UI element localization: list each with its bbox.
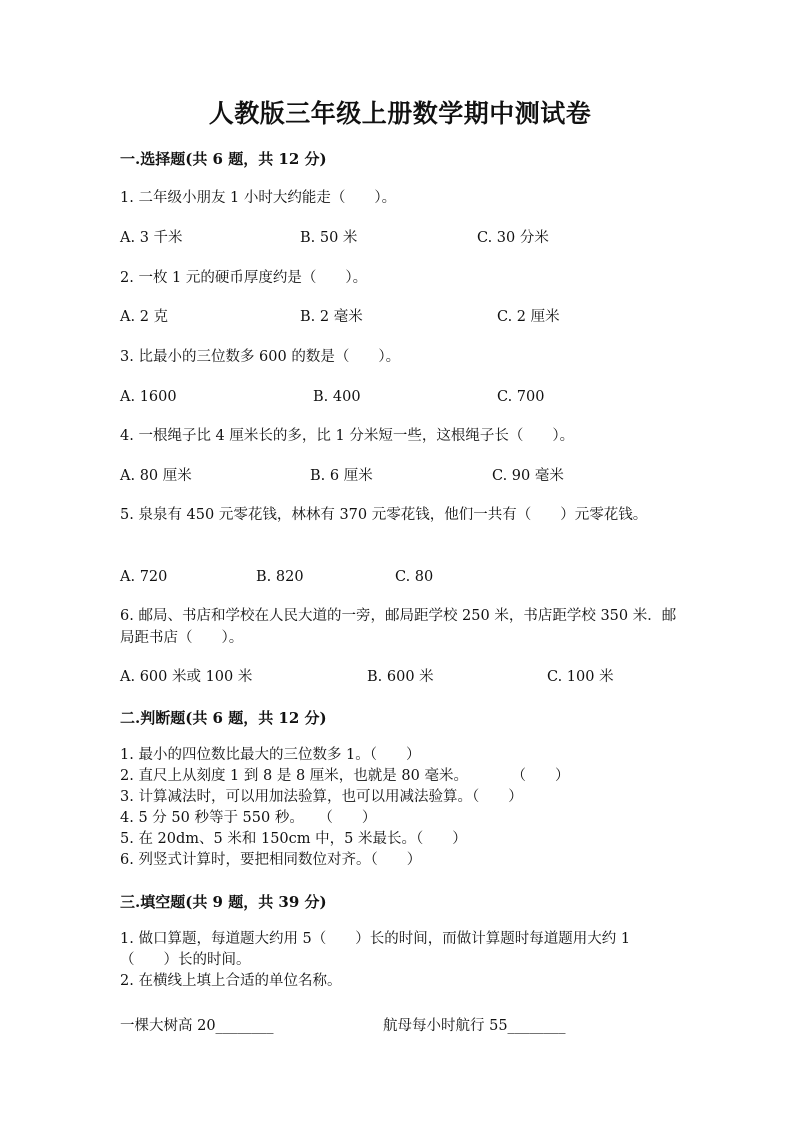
option-2c: C. 2 厘米 bbox=[497, 309, 560, 325]
option-6a: A. 600 米或 100 米 bbox=[120, 669, 253, 685]
option-1b: B. 50 米 bbox=[300, 230, 358, 246]
section-heading-fill: 三.填空题(共 9 题，共 39 分) bbox=[120, 893, 327, 911]
question-3: 3. 比最小的三位数多 600 的数是（ ）。 bbox=[120, 349, 401, 365]
option-5b: B. 820 bbox=[256, 569, 304, 585]
option-4b: B. 6 厘米 bbox=[310, 468, 373, 484]
judge-item-2: 2. 直尺上从刻度 1 到 8 是 8 厘米，也就是 80 毫米。 （ ） bbox=[120, 768, 570, 784]
option-4c: C. 90 毫米 bbox=[492, 468, 564, 484]
option-3c: C. 700 bbox=[497, 389, 545, 405]
page-title: 人教版三年级上册数学期中测试卷 bbox=[208, 99, 592, 128]
option-2a: A. 2 克 bbox=[120, 309, 169, 325]
question-5: 5. 泉泉有 450 元零花钱，林林有 370 元零花钱，他们一共有（ ）元零花钱。 bbox=[120, 507, 648, 523]
option-1a: A. 3 千米 bbox=[120, 230, 183, 246]
section-heading-choice: 一.选择题(共 6 题，共 12 分) bbox=[120, 150, 327, 168]
judge-item-4: 4. 5 分 50 秒等于 550 秒。 （ ） bbox=[120, 810, 377, 826]
option-6b: B. 600 米 bbox=[367, 669, 434, 685]
question-1: 1. 二年级小朋友 1 小时大约能走（ ）。 bbox=[120, 190, 397, 206]
judge-item-1: 1. 最小的四位数比最大的三位数多 1。（ ） bbox=[120, 747, 421, 763]
option-4a: A. 80 厘米 bbox=[120, 468, 192, 484]
option-2b: B. 2 毫米 bbox=[300, 309, 363, 325]
judge-item-3: 3. 计算减法时，可以用加法验算，也可以用减法验算。（ ） bbox=[120, 789, 523, 805]
fill-question-1: 1. 做口算题，每道题大约用 5（ ）长的时间，而做计算题时每道题用大约 1（ ）长的时间。 bbox=[120, 931, 631, 968]
question-2: 2. 一枚 1 元的硬币厚度约是（ ）。 bbox=[120, 270, 368, 286]
option-5a: A. 720 bbox=[120, 569, 168, 585]
fill-question-2: 2. 在横线上填上合适的单位名称。 bbox=[120, 973, 342, 989]
option-1c: C. 30 分米 bbox=[477, 230, 549, 246]
judge-item-6: 6. 列竖式计算时，要把相同数位对齐。（ ） bbox=[120, 852, 422, 868]
question-6: 6. 邮局、书店和学校在人民大道的一旁，邮局距学校 250 米，书店距学校 350 米．邮局距书店（ ）。 bbox=[120, 608, 677, 646]
option-3b: B. 400 bbox=[313, 389, 361, 405]
question-4: 4. 一根绳子比 4 厘米长的多，比 1 分米短一些，这根绳子长（ ）。 bbox=[120, 428, 575, 444]
fill-blank-carrier: 航母每小时航行 55________ bbox=[383, 1018, 566, 1034]
option-6c: C. 100 米 bbox=[547, 669, 614, 685]
section-heading-judge: 二.判断题(共 6 题，共 12 分) bbox=[120, 709, 327, 727]
option-5c: C. 80 bbox=[395, 569, 434, 585]
option-3a: A. 1600 bbox=[120, 389, 177, 405]
fill-blank-tree: 一棵大树高 20________ bbox=[120, 1018, 274, 1034]
judge-item-5: 5. 在 20dm、5 米和 150cm 中，5 米最长。（ ） bbox=[120, 831, 467, 847]
